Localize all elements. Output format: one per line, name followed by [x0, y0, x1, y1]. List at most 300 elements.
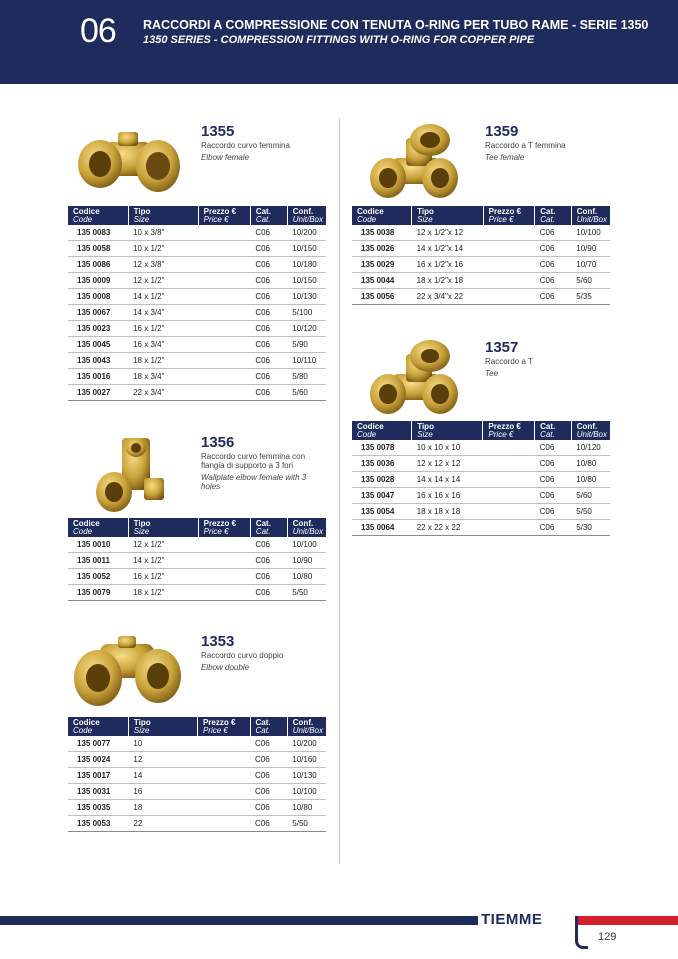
column-header-en: Size	[417, 215, 433, 224]
cell-price	[198, 289, 250, 305]
cell-box: 10/200	[287, 225, 326, 241]
cell-box: 10/150	[287, 273, 326, 289]
cell-price	[197, 768, 250, 784]
cell-code: 135 0017	[68, 768, 128, 784]
cell-size: 16 x 1/2"x 16	[412, 257, 484, 273]
product-name-en: Elbow female	[201, 153, 250, 162]
column-header-it: Tipo	[417, 207, 434, 216]
cell-cat: C06	[250, 225, 287, 241]
column-header-it: Cat.	[540, 422, 556, 431]
cell-box: 10/80	[287, 569, 326, 585]
cell-price	[198, 537, 250, 553]
cell-code: 135 0023	[68, 321, 128, 337]
column-header	[128, 717, 197, 736]
cell-cat: C06	[535, 472, 572, 488]
cell-size: 18 x 3/4"	[128, 369, 198, 385]
cell-size: 14 x 1/2"	[128, 289, 198, 305]
cell-box: 5/90	[287, 337, 326, 353]
cell-cat: C06	[535, 257, 572, 273]
product-name-it: Raccordo curvo doppio	[201, 651, 284, 660]
cell-code: 135 0086	[68, 257, 128, 273]
table-1359	[352, 206, 610, 305]
table-row	[352, 225, 610, 241]
cell-size: 14 x 1/2"	[128, 553, 198, 569]
column-header-en: Unit/Box	[576, 430, 607, 439]
cell-cat: C06	[250, 752, 287, 768]
cell-box: 10/200	[287, 736, 326, 752]
cell-size: 12 x 1/2"x 12	[412, 225, 484, 241]
product-name-it: Raccordo a T	[485, 357, 533, 366]
cell-size: 18 x 1/2"	[128, 353, 198, 369]
product-1355-title	[201, 124, 316, 162]
cell-cat: C06	[250, 353, 287, 369]
cell-size: 16 x 3/4"	[128, 337, 198, 353]
cell-cat: C06	[250, 273, 287, 289]
cell-cat: C06	[250, 784, 287, 800]
cell-code: 135 0029	[352, 257, 412, 273]
column-header-en: Cat.	[255, 527, 271, 536]
elbow-double-image	[72, 634, 184, 710]
table-row	[68, 816, 326, 832]
column-header	[250, 717, 287, 736]
cell-box: 5/50	[287, 585, 326, 601]
column-header	[68, 717, 128, 736]
table-row	[68, 241, 326, 257]
cell-price	[198, 337, 250, 353]
column-header-en: Price €	[203, 527, 229, 536]
cell-size: 12 x 3/8"	[128, 257, 198, 273]
cell-size: 22	[128, 816, 197, 832]
column-header-it: Cat.	[255, 207, 271, 216]
column-header-it: Cat.	[255, 519, 271, 528]
cell-box: 5/100	[287, 305, 326, 321]
cell-code: 135 0045	[68, 337, 128, 353]
cell-box: 5/50	[571, 504, 610, 520]
cell-size: 14 x 1/2"x 14	[412, 241, 484, 257]
column-header-it: Codice	[357, 207, 384, 216]
column-header-en: Size	[133, 726, 150, 735]
product-number: 1355	[201, 123, 235, 140]
cell-price	[198, 257, 250, 273]
column-header	[250, 518, 287, 537]
column-header	[483, 206, 535, 225]
cell-size: 14 x 3/4"	[128, 305, 198, 321]
cell-cat: C06	[535, 520, 572, 536]
column-header-it: Conf.	[576, 422, 598, 431]
cell-price	[483, 241, 535, 257]
column-header-en: Price €	[488, 215, 514, 224]
cell-box: 10/100	[571, 225, 610, 241]
table-row	[68, 752, 326, 768]
product-1353-title	[201, 634, 316, 672]
cell-size: 18	[128, 800, 197, 816]
table-1357	[352, 421, 610, 536]
table-header-row	[68, 518, 326, 537]
cell-box: 10/80	[287, 800, 326, 816]
cell-size: 10 x 3/8"	[128, 225, 198, 241]
product-number: 1359	[485, 123, 519, 140]
column-header-it: Prezzo €	[488, 207, 522, 216]
cell-box: 10/120	[571, 440, 610, 456]
column-header-it: Conf.	[576, 207, 598, 216]
cell-code: 135 0011	[68, 553, 128, 569]
column-header	[571, 421, 610, 440]
wallplate-elbow-image	[94, 434, 168, 514]
column-header-en: Price €	[203, 215, 229, 224]
brand-logo: TIEMME	[481, 911, 543, 928]
cell-box: 10/70	[571, 257, 610, 273]
table-row	[352, 257, 610, 273]
cell-box: 10/100	[287, 784, 326, 800]
cell-code: 135 0036	[352, 456, 412, 472]
cell-box: 10/90	[287, 553, 326, 569]
cell-price	[483, 504, 535, 520]
table-row	[68, 768, 326, 784]
column-header-en: Code	[357, 430, 377, 439]
cell-box: 5/60	[571, 488, 610, 504]
column-header	[352, 206, 412, 225]
column-header-it: Codice	[357, 422, 384, 431]
table-row	[352, 520, 610, 536]
brand-hook-shape	[575, 916, 588, 949]
tee-female-image	[368, 122, 460, 200]
cell-price	[197, 800, 250, 816]
table-row	[68, 289, 326, 305]
cell-code: 135 0043	[68, 353, 128, 369]
product-number: 1356	[201, 434, 235, 451]
cell-cat: C06	[535, 488, 572, 504]
column-header-en: Code	[73, 215, 93, 224]
cell-code: 135 0016	[68, 369, 128, 385]
cell-size: 14	[128, 768, 197, 784]
column-divider	[339, 118, 340, 864]
table-row	[68, 784, 326, 800]
column-header-it: Prezzo €	[203, 519, 237, 528]
header-title-en: 1350 SERIES - COMPRESSION FITTINGS WITH O-RING FOR COPPER PIPE	[143, 34, 535, 46]
cell-price	[197, 816, 250, 832]
cell-cat: C06	[535, 456, 572, 472]
cell-size: 16 x 1/2"	[128, 321, 198, 337]
cell-price	[198, 305, 250, 321]
product-name-it: Raccordo curvo femmina	[201, 141, 290, 150]
product-name-it: Raccordo curvo femmina con flangia di supporto a 3 fori	[201, 452, 306, 470]
column-header-en: Unit/Box	[292, 527, 323, 536]
cell-cat: C06	[250, 369, 287, 385]
cell-cat: C06	[250, 257, 287, 273]
cell-size: 12 x 1/2"	[128, 273, 198, 289]
column-header-en: Cat.	[255, 726, 271, 735]
table-row	[68, 569, 326, 585]
column-header	[535, 421, 572, 440]
tee-image	[368, 338, 460, 416]
cell-code: 135 0008	[68, 289, 128, 305]
column-header-en: Size	[133, 527, 150, 536]
table-row	[352, 241, 610, 257]
table-row	[68, 800, 326, 816]
column-header-it: Prezzo €	[203, 207, 237, 216]
table-row	[68, 385, 326, 401]
column-header	[68, 518, 128, 537]
cell-code: 135 0064	[352, 520, 412, 536]
cell-box: 5/30	[571, 520, 610, 536]
column-header-it: Tipo	[417, 422, 434, 431]
chapter-number: 06	[80, 12, 116, 50]
table-1353	[68, 717, 326, 832]
cell-code: 135 0077	[68, 736, 128, 752]
table-row	[68, 337, 326, 353]
column-header	[412, 206, 484, 225]
cell-price	[197, 736, 250, 752]
column-header	[287, 518, 326, 537]
cell-price	[198, 353, 250, 369]
product-1357-title	[485, 340, 600, 378]
cell-code: 135 0058	[68, 241, 128, 257]
cell-price	[198, 553, 250, 569]
table-row	[68, 257, 326, 273]
column-header	[483, 421, 535, 440]
product-name-en: Tee	[485, 369, 499, 378]
cell-cat: C06	[250, 736, 287, 752]
cell-box: 10/80	[571, 472, 610, 488]
cell-size: 22 x 22 x 22	[412, 520, 483, 536]
table-row	[68, 225, 326, 241]
cell-code: 135 0028	[352, 472, 412, 488]
table-row	[68, 585, 326, 601]
column-header-en: Unit/Box	[292, 726, 323, 735]
cell-code: 135 0038	[352, 225, 412, 241]
table-row	[352, 440, 610, 456]
column-header-en: Code	[357, 215, 377, 224]
cell-box: 10/130	[287, 289, 326, 305]
cell-cat: C06	[250, 305, 287, 321]
column-header-en: Cat.	[255, 215, 271, 224]
cell-size: 16 x 16 x 16	[412, 488, 483, 504]
cell-size: 16	[128, 784, 197, 800]
cell-size: 12 x 12 x 12	[412, 456, 483, 472]
column-header	[198, 518, 250, 537]
cell-box: 5/35	[571, 289, 610, 305]
table-row	[352, 289, 610, 305]
table-row	[68, 273, 326, 289]
table-row	[68, 553, 326, 569]
cell-code: 135 0052	[68, 569, 128, 585]
cell-code: 135 0083	[68, 225, 128, 241]
cell-box: 10/120	[287, 321, 326, 337]
cell-cat: C06	[250, 537, 287, 553]
product-1356-title	[201, 435, 316, 491]
cell-code: 135 0027	[68, 385, 128, 401]
cell-price	[197, 752, 250, 768]
cell-box: 5/80	[287, 369, 326, 385]
column-header-it: Conf.	[292, 207, 314, 216]
cell-cat: C06	[250, 321, 287, 337]
cell-code: 135 0044	[352, 273, 412, 289]
column-header	[412, 421, 483, 440]
column-header	[352, 421, 412, 440]
cell-size: 18 x 1/2"x 18	[412, 273, 484, 289]
page-number: 129	[598, 931, 617, 943]
column-header-en: Unit/Box	[292, 215, 323, 224]
cell-price	[483, 289, 535, 305]
cell-price	[483, 472, 535, 488]
cell-code: 135 0026	[352, 241, 412, 257]
column-header-it: Tipo	[133, 519, 151, 528]
cell-cat: C06	[535, 225, 572, 241]
footer-accent	[578, 916, 678, 925]
cell-price	[197, 784, 250, 800]
cell-price	[198, 225, 250, 241]
column-header-it: Codice	[73, 519, 100, 528]
column-header-en: Code	[73, 527, 93, 536]
cell-size: 10 x 10 x 10	[412, 440, 483, 456]
column-header-it: Tipo	[133, 718, 151, 727]
table-row	[352, 273, 610, 289]
product-name-it: Raccordo a T femmina	[485, 141, 566, 150]
cell-box: 5/60	[571, 273, 610, 289]
cell-price	[483, 273, 535, 289]
column-header	[128, 206, 198, 225]
table-row	[68, 305, 326, 321]
product-1359-title	[485, 124, 600, 162]
cell-cat: C06	[535, 273, 572, 289]
cell-box: 10/150	[287, 241, 326, 257]
cell-cat: C06	[250, 553, 287, 569]
cell-size: 22 x 3/4"x 22	[412, 289, 484, 305]
page-header	[0, 0, 678, 84]
column-header-it: Conf.	[292, 718, 314, 727]
cell-code: 135 0054	[352, 504, 412, 520]
column-header	[128, 518, 198, 537]
cell-price	[483, 456, 535, 472]
cell-box: 10/80	[571, 456, 610, 472]
cell-cat: C06	[250, 816, 287, 832]
cell-price	[483, 257, 535, 273]
table-row	[68, 321, 326, 337]
table-1355	[68, 206, 326, 401]
column-header-en: Cat.	[540, 430, 555, 439]
column-header-en: Unit/Box	[576, 215, 607, 224]
table-row	[68, 369, 326, 385]
column-header-it: Tipo	[133, 207, 151, 216]
cell-price	[198, 273, 250, 289]
table-header-row	[352, 421, 610, 440]
column-header-en: Size	[133, 215, 150, 224]
cell-size: 14 x 14 x 14	[412, 472, 483, 488]
cell-cat: C06	[250, 768, 287, 784]
cell-cat: C06	[535, 241, 572, 257]
column-header	[571, 206, 610, 225]
column-header	[287, 206, 326, 225]
cell-cat: C06	[250, 800, 287, 816]
table-row	[352, 504, 610, 520]
cell-code: 135 0067	[68, 305, 128, 321]
column-header-it: Cat.	[540, 207, 556, 216]
cell-box: 10/180	[287, 257, 326, 273]
cell-price	[483, 225, 535, 241]
product-name-en: Elbow double	[201, 663, 250, 672]
column-header	[250, 206, 287, 225]
table-header-row	[68, 206, 326, 225]
cell-price	[198, 385, 250, 401]
cell-code: 135 0047	[352, 488, 412, 504]
column-header-en: Price €	[488, 430, 514, 439]
table-row	[352, 488, 610, 504]
cell-size: 10	[128, 736, 197, 752]
column-header-it: Conf.	[292, 519, 314, 528]
column-header	[287, 717, 326, 736]
table-header-row	[352, 206, 610, 225]
cell-code: 135 0035	[68, 800, 128, 816]
column-header	[535, 206, 572, 225]
column-header-en: Size	[417, 430, 433, 439]
column-header-it: Codice	[73, 718, 100, 727]
cell-price	[198, 369, 250, 385]
table-header-row	[68, 717, 326, 736]
cell-box: 10/130	[287, 768, 326, 784]
cell-price	[483, 520, 535, 536]
cell-size: 22 x 3/4"	[128, 385, 198, 401]
cell-size: 18 x 1/2"	[128, 585, 198, 601]
cell-cat: C06	[250, 241, 287, 257]
table-row	[68, 736, 326, 752]
cell-box: 5/60	[287, 385, 326, 401]
cell-cat: C06	[535, 289, 572, 305]
cell-code: 135 0078	[352, 440, 412, 456]
cell-cat: C06	[535, 504, 572, 520]
cell-code: 135 0056	[352, 289, 412, 305]
cell-price	[483, 488, 535, 504]
column-header	[198, 206, 250, 225]
column-header-en: Code	[73, 726, 93, 735]
column-header-it: Codice	[73, 207, 100, 216]
cell-cat: C06	[250, 585, 287, 601]
column-header-it: Prezzo €	[488, 422, 521, 431]
cell-code: 135 0009	[68, 273, 128, 289]
cell-price	[198, 569, 250, 585]
column-header	[197, 717, 250, 736]
cell-code: 135 0010	[68, 537, 128, 553]
cell-price	[483, 440, 535, 456]
column-header-en: Cat.	[540, 215, 555, 224]
cell-price	[198, 321, 250, 337]
cell-code: 135 0031	[68, 784, 128, 800]
product-number: 1353	[201, 633, 235, 650]
cell-cat: C06	[535, 440, 572, 456]
cell-box: 5/50	[287, 816, 326, 832]
cell-size: 12 x 1/2"	[128, 537, 198, 553]
cell-cat: C06	[250, 385, 287, 401]
column-header-it: Cat.	[255, 718, 271, 727]
cell-price	[198, 241, 250, 257]
table-row	[352, 456, 610, 472]
column-header-it: Prezzo €	[202, 718, 236, 727]
cell-box: 10/100	[287, 537, 326, 553]
table-1356	[68, 518, 326, 601]
cell-code: 135 0079	[68, 585, 128, 601]
cell-code: 135 0053	[68, 816, 128, 832]
product-name-en: Tee female	[485, 153, 525, 162]
cell-price	[198, 585, 250, 601]
product-number: 1357	[485, 339, 519, 356]
header-title-it: RACCORDI A COMPRESSIONE CON TENUTA O-RING PER TUBO RAME - SERIE 1350	[143, 18, 649, 32]
cell-box: 10/160	[287, 752, 326, 768]
cell-cat: C06	[250, 569, 287, 585]
table-row	[68, 353, 326, 369]
elbow-female-image	[74, 128, 184, 196]
cell-size: 12	[128, 752, 197, 768]
column-header-en: Price €	[202, 726, 228, 735]
cell-size: 16 x 1/2"	[128, 569, 198, 585]
